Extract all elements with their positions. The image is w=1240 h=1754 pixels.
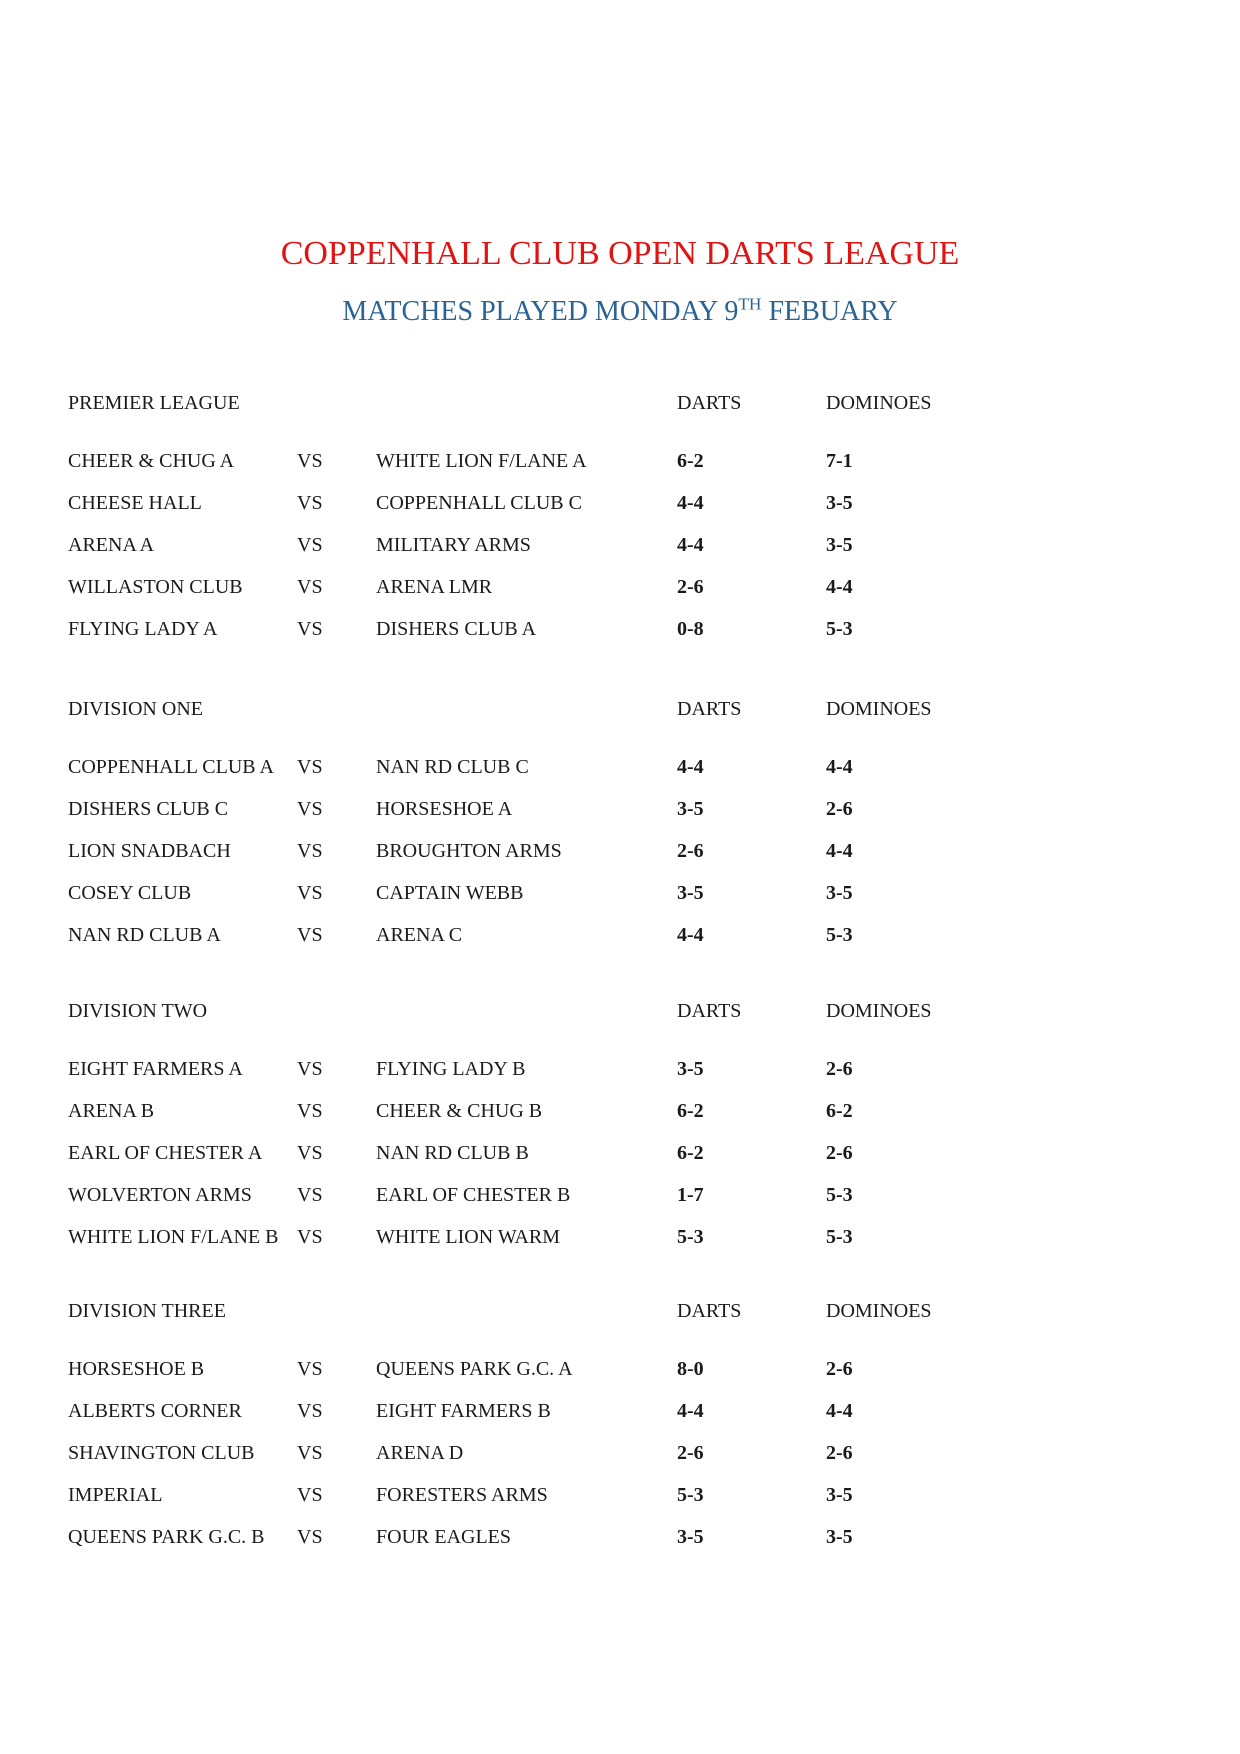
away-team: HORSESHOE A	[376, 798, 513, 820]
away-team: EARL OF CHESTER B	[376, 1184, 571, 1206]
section-header-row	[68, 998, 1172, 1024]
match-row	[68, 532, 1172, 558]
home-team: DISHERS CLUB C	[68, 798, 229, 820]
subtitle-suffix: FEBUARY	[761, 296, 898, 328]
match-row	[68, 1398, 1172, 1424]
darts-score: 4-4	[677, 756, 704, 778]
darts-score: 4-4	[677, 924, 704, 946]
match-row	[68, 880, 1172, 906]
vs-label: VS	[297, 1100, 323, 1122]
darts-score: 4-4	[677, 1400, 704, 1422]
league-section	[68, 390, 1172, 658]
vs-label: VS	[297, 450, 323, 472]
league-section	[68, 696, 1172, 964]
vs-label: VS	[297, 882, 323, 904]
away-team: FORESTERS ARMS	[376, 1484, 548, 1506]
section-header-row	[68, 696, 1172, 722]
dominoes-score: 3-5	[826, 1526, 853, 1548]
match-row	[68, 1440, 1172, 1466]
vs-label: VS	[297, 1226, 323, 1248]
darts-score: 3-5	[677, 882, 704, 904]
section-title: DIVISION ONE	[68, 698, 203, 720]
home-team: CHEER & CHUG A	[68, 450, 235, 472]
home-team: FLYING LADY A	[68, 618, 218, 640]
home-team: WHITE LION F/LANE B	[68, 1226, 279, 1248]
vs-label: VS	[297, 1358, 323, 1380]
vs-label: VS	[297, 492, 323, 514]
darts-score: 3-5	[677, 1526, 704, 1548]
vs-label: VS	[297, 1484, 323, 1506]
dominoes-score: 2-6	[826, 1058, 853, 1080]
home-team: HORSESHOE B	[68, 1358, 205, 1380]
away-team: ARENA LMR	[376, 576, 493, 598]
match-row	[68, 1356, 1172, 1382]
vs-label: VS	[297, 1184, 323, 1206]
away-team: FOUR EAGLES	[376, 1526, 512, 1548]
match-row	[68, 1182, 1172, 1208]
home-team: QUEENS PARK G.C. B	[68, 1526, 265, 1548]
away-team: FLYING LADY B	[376, 1058, 526, 1080]
league-section	[68, 998, 1172, 1266]
darts-score: 2-6	[677, 1442, 704, 1464]
match-row	[68, 616, 1172, 642]
match-row	[68, 1224, 1172, 1250]
darts-score: 2-6	[677, 840, 704, 862]
vs-label: VS	[297, 534, 323, 556]
dominoes-score: 4-4	[826, 756, 853, 778]
home-team: NAN RD CLUB A	[68, 924, 221, 946]
subtitle-ordinal-superscript: TH	[738, 294, 762, 314]
darts-score: 5-3	[677, 1484, 704, 1506]
darts-score: 6-2	[677, 450, 704, 472]
home-team: IMPERIAL	[68, 1484, 163, 1506]
section-title: PREMIER LEAGUE	[68, 392, 240, 414]
section-title: DIVISION THREE	[68, 1300, 226, 1322]
match-row	[68, 838, 1172, 864]
dominoes-score: 2-6	[826, 1358, 853, 1380]
home-team: SHAVINGTON CLUB	[68, 1442, 255, 1464]
dominoes-score: 2-6	[826, 1442, 853, 1464]
match-row	[68, 1140, 1172, 1166]
vs-label: VS	[297, 756, 323, 778]
dominoes-column-header: DOMINOES	[826, 392, 932, 414]
vs-label: VS	[297, 1058, 323, 1080]
darts-score: 4-4	[677, 492, 704, 514]
darts-score: 3-5	[677, 798, 704, 820]
dominoes-score: 3-5	[826, 492, 853, 514]
darts-score: 4-4	[677, 534, 704, 556]
page-title: COPPENHALL CLUB OPEN DARTS LEAGUE	[280, 234, 960, 272]
away-team: CAPTAIN WEBB	[376, 882, 524, 904]
darts-score: 2-6	[677, 576, 704, 598]
away-team: ARENA C	[376, 924, 463, 946]
subtitle-prefix: MATCHES PLAYED MONDAY 9	[342, 296, 739, 328]
darts-score: 5-3	[677, 1226, 704, 1248]
match-row	[68, 574, 1172, 600]
league-section	[68, 1298, 1172, 1566]
away-team: NAN RD CLUB B	[376, 1142, 529, 1164]
home-team: EARL OF CHESTER A	[68, 1142, 263, 1164]
dominoes-score: 5-3	[826, 1184, 853, 1206]
vs-label: VS	[297, 576, 323, 598]
dominoes-score: 5-3	[826, 618, 853, 640]
dominoes-score: 3-5	[826, 882, 853, 904]
home-team: COSEY CLUB	[68, 882, 192, 904]
away-team: WHITE LION WARM	[376, 1226, 561, 1248]
away-team: CHEER & CHUG B	[376, 1100, 543, 1122]
section-title: DIVISION TWO	[68, 1000, 208, 1022]
dominoes-score: 7-1	[826, 450, 853, 472]
darts-score: 1-7	[677, 1184, 704, 1206]
vs-label: VS	[297, 798, 323, 820]
match-row	[68, 1524, 1172, 1550]
dominoes-column-header: DOMINOES	[826, 698, 932, 720]
section-header-row	[68, 1298, 1172, 1324]
vs-label: VS	[297, 1142, 323, 1164]
darts-column-header: DARTS	[677, 392, 742, 414]
away-team: MILITARY ARMS	[376, 534, 531, 556]
vs-label: VS	[297, 618, 323, 640]
match-row	[68, 754, 1172, 780]
dominoes-score: 3-5	[826, 534, 853, 556]
away-team: EIGHT FARMERS B	[376, 1400, 551, 1422]
match-row	[68, 1098, 1172, 1124]
darts-score: 6-2	[677, 1142, 704, 1164]
match-row	[68, 448, 1172, 474]
dominoes-score: 6-2	[826, 1100, 853, 1122]
darts-column-header: DARTS	[677, 1000, 742, 1022]
dominoes-score: 2-6	[826, 798, 853, 820]
vs-label: VS	[297, 1442, 323, 1464]
dominoes-score: 2-6	[826, 1142, 853, 1164]
home-team: LION SNADBACH	[68, 840, 231, 862]
away-team: QUEENS PARK G.C. A	[376, 1358, 573, 1380]
match-row	[68, 1482, 1172, 1508]
away-team: ARENA D	[376, 1442, 464, 1464]
dominoes-score: 4-4	[826, 1400, 853, 1422]
page-subtitle	[0, 295, 1240, 329]
match-row	[68, 796, 1172, 822]
away-team: DISHERS CLUB A	[376, 618, 537, 640]
section-header-row	[68, 390, 1172, 416]
dominoes-score: 5-3	[826, 1226, 853, 1248]
home-team: CHEESE HALL	[68, 492, 202, 514]
home-team: ALBERTS CORNER	[68, 1400, 242, 1422]
match-row	[68, 490, 1172, 516]
vs-label: VS	[297, 1400, 323, 1422]
home-team: WILLASTON CLUB	[68, 576, 243, 598]
dominoes-score: 4-4	[826, 840, 853, 862]
dominoes-column-header: DOMINOES	[826, 1300, 932, 1322]
away-team: WHITE LION F/LANE A	[376, 450, 587, 472]
darts-score: 3-5	[677, 1058, 704, 1080]
darts-score: 0-8	[677, 618, 704, 640]
home-team: EIGHT FARMERS A	[68, 1058, 243, 1080]
match-row	[68, 1056, 1172, 1082]
vs-label: VS	[297, 1526, 323, 1548]
darts-column-header: DARTS	[677, 1300, 742, 1322]
dominoes-score: 3-5	[826, 1484, 853, 1506]
vs-label: VS	[297, 840, 323, 862]
away-team: BROUGHTON ARMS	[376, 840, 562, 862]
home-team: ARENA B	[68, 1100, 155, 1122]
away-team: COPPENHALL CLUB C	[376, 492, 582, 514]
vs-label: VS	[297, 924, 323, 946]
home-team: ARENA A	[68, 534, 155, 556]
away-team: NAN RD CLUB C	[376, 756, 529, 778]
home-team: COPPENHALL CLUB A	[68, 756, 274, 778]
darts-score: 6-2	[677, 1100, 704, 1122]
darts-score: 8-0	[677, 1358, 704, 1380]
dominoes-column-header: DOMINOES	[826, 1000, 932, 1022]
dominoes-score: 4-4	[826, 576, 853, 598]
darts-column-header: DARTS	[677, 698, 742, 720]
match-row	[68, 922, 1172, 948]
dominoes-score: 5-3	[826, 924, 853, 946]
home-team: WOLVERTON ARMS	[68, 1184, 252, 1206]
